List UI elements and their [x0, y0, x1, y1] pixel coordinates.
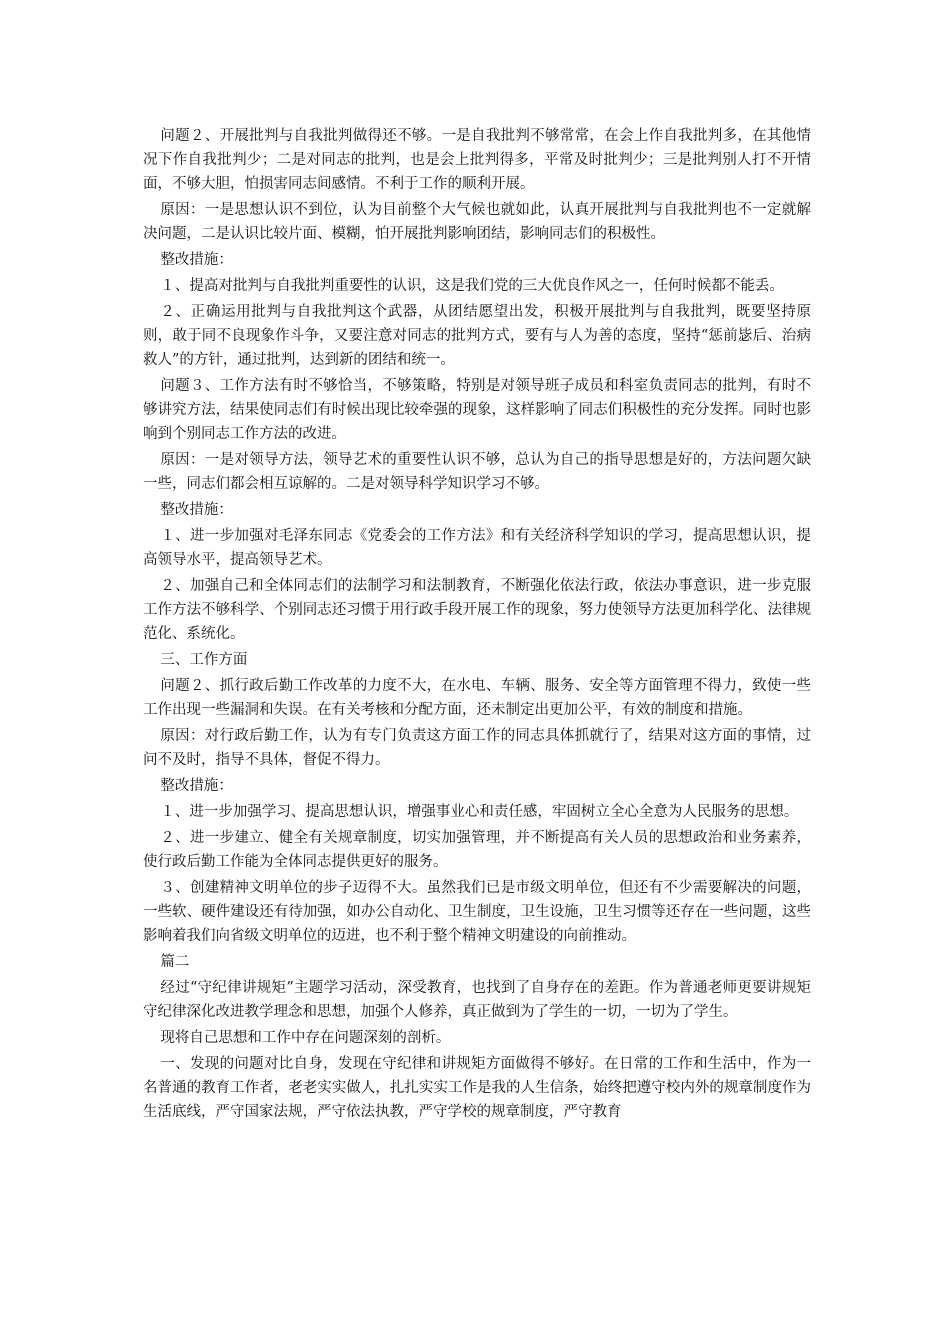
paragraph: 原因：一是对领导方法，领导艺术的重要性认识不够，总认为自己的指导思想是好的，方法问题欠缺一些，同志们都会相互谅解的。二是对领导科学知识学习不够。	[143, 452, 811, 492]
paragraph: ２、加强自己和全体同志们的法制学习和法制教育，不断强化依法行政，依法办事意识，进一步克服工作方法不够科学、个别同志还习惯于用行政手段开展工作的现象，努力使领导方法更加科学化、法律规范化、系统化。	[143, 578, 811, 642]
paragraph: ２、正确运用批判与自我批判这个武器，从团结愿望出发，积极开展批判与自我批判，既要坚持原则，敢于同不良现象作斗争，又要注意对同志的批判方式，要有与人为善的态度，坚持“惩前毖后、治病救人”的方针，通过批判，达到新的团结和统一。	[143, 304, 811, 368]
paragraph: 经过“守纪律讲规矩”主题学习活动，深受教育，也找到了自身存在的差距。作为普通老师更要讲规矩守纪律深化改进教学理念和思想，加强个人修养，真正做到为了学生的一切，一切为了学生。	[143, 980, 811, 1020]
paragraph: １、进一步加强学习、提高思想认识，增强事业心和责任感，牢固树立全心全意为人民服务的思想。	[160, 804, 799, 820]
section-heading: 篇二	[160, 954, 190, 970]
document-page	[143, 124, 811, 1126]
paragraph: 整改措施：	[160, 778, 233, 794]
paragraph: 原因：一是思想认识不到位，认为目前整个大气候也就如此，认真开展批判与自我批判也不一定就解决问题，二是认识比较片面、模糊，怕开展批判影响团结，影响同志们的积极性。	[143, 202, 811, 242]
paragraph: ３、创建精神文明单位的步子迈得不大。虽然我们已是市级文明单位，但还有不少需要解决的问题，一些软、硬件建设还有待加强，如办公自动化、卫生制度，卫生设施，卫生习惯等还存在一些问题，这些影响着我们向省级文明单位的迈进，也不利于整个精神文明建设的向前推动。	[143, 880, 811, 944]
paragraph: 一、发现的问题对比自身，发现在守纪律和讲规矩方面做得不够好。在日常的工作和生活中，作为一名普通的教育工作者，老老实实做人，扎扎实实工作是我的人生信条，始终把遵守校内外的规章制度作为生活底线，严守国家法规，严守依法执教，严守学校的规章制度，严守教育	[143, 1056, 811, 1120]
paragraph: 问题２、开展批判与自我批判做得还不够。一是自我批判不够常常，在会上作自我批判多，在其他情况下作自我批判少；二是对同志的批判，也是会上批判得多，平常及时批判少；三是批判别人打不开情面，不够大胆，怕损害同志间感情。不利于工作的顺利开展。	[143, 128, 811, 192]
paragraph: １、进一步加强对毛泽东同志《党委会的工作方法》和有关经济科学知识的学习，提高思想认识，提高领导水平，提高领导艺术。	[143, 528, 811, 568]
paragraph: 整改措施：	[160, 252, 233, 268]
paragraph: 整改措施：	[160, 502, 233, 518]
paragraph: 问题３、工作方法有时不够恰当，不够策略，特别是对领导班子成员和科室负责同志的批判，有时不够讲究方法，结果使同志们有时候出现比较牵强的现象，这样影响了同志们积极性的充分发挥。同时也影响到个别同志工作方法的改进。	[143, 378, 811, 442]
section-heading: 三、工作方面	[160, 652, 248, 668]
paragraph: 问题２、抓行政后勤工作改革的力度不大，在水电、车辆、服务、安全等方面管理不得力，致使一些工作出现一些漏洞和失误。在有关考核和分配方面，还未制定出更加公平，有效的制度和措施。	[143, 678, 811, 718]
paragraph: １、提高对批判与自我批判重要性的认识，这是我们党的三大优良作风之一，任何时候都不能丢。	[160, 278, 784, 294]
paragraph: ２、进一步建立、健全有关规章制度，切实加强管理，并不断提高有关人员的思想政治和业务素养，使行政后勤工作能为全体同志提供更好的服务。	[143, 830, 811, 870]
paragraph: 现将自己思想和工作中存在问题深刻的剖析。	[160, 1030, 451, 1046]
paragraph: 原因：对行政后勤工作，认为有专门负责这方面工作的同志具体抓就行了，结果对这方面的事情，过问不及时，指导不具体，督促不得力。	[143, 728, 811, 768]
